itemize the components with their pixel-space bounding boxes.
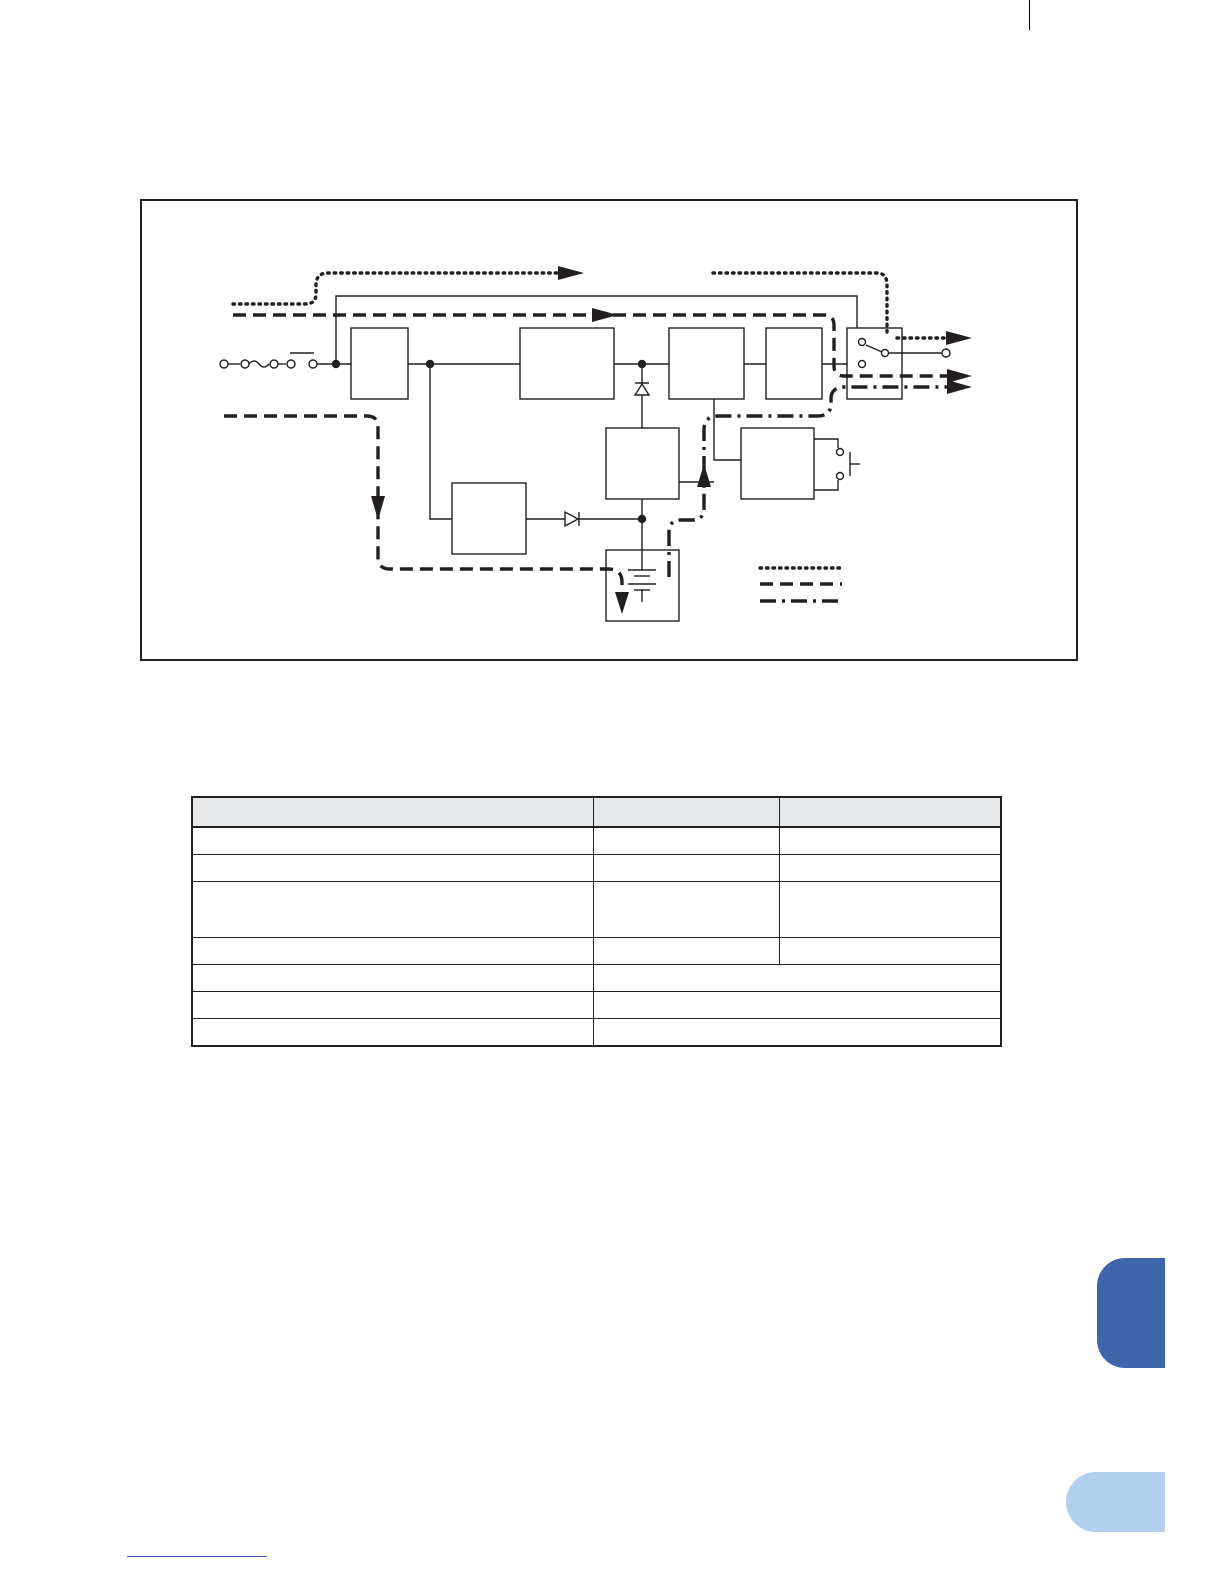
table-cell [192,938,594,965]
normal-output-arrow-head [947,369,972,383]
table-cell [780,827,1001,855]
table-row [192,827,1001,855]
table-cell [780,855,1001,882]
table-header-cell [192,797,594,827]
output-terminal [942,349,950,357]
output-filter-block [766,328,822,399]
table-header-cell [780,797,1001,827]
legend [760,568,842,601]
battery-up-arrow-head [697,464,711,487]
table-row [192,1019,1001,1047]
ups-block-diagram [140,199,1078,661]
input-terminal-3 [270,360,278,368]
table-cell [192,1019,594,1047]
footer-link[interactable] [127,1556,267,1557]
table-row [192,882,1001,938]
table-cell [780,938,1001,965]
input-filter-block [351,328,408,399]
charger-block [452,483,526,554]
table-cell [780,882,1001,938]
table-cell [192,992,594,1019]
table-header-cell [594,797,780,827]
table-cell [594,965,1002,992]
table-cell [594,1019,1002,1047]
dc-converter-block [606,428,679,499]
battery-output-arrow-head [947,380,972,394]
bypass-arrow-head [558,266,584,280]
fuse-symbol [249,361,269,367]
table-cell [594,827,780,855]
normal-arrow-head [592,308,618,322]
table-cell [192,855,594,882]
control-block [741,428,814,499]
table-cell [594,992,1002,1019]
input-terminal-1 [220,360,228,368]
ac-input-terminal-group [220,353,351,368]
battery-pack [606,550,679,621]
switch-terminal-1 [287,360,295,368]
inverter-block [669,328,744,399]
charger-diode [565,512,579,526]
chapter-tab[interactable] [1097,1258,1165,1368]
table-header-row [192,797,1001,827]
table-row [192,992,1001,1019]
bypass-output-arrow-head [946,331,972,345]
bus-diode [635,383,649,395]
page-top-rule [1029,0,1030,30]
charger-junction-dot [639,516,646,523]
switch-terminal-2 [309,360,317,368]
table-row [192,938,1001,965]
charge-down-arrow-head [371,496,385,520]
rectifier-block [520,328,614,399]
table-cell [192,965,594,992]
table-row [192,965,1001,992]
diagram-canvas [142,201,1076,659]
table-cell [594,882,780,938]
table-cell [192,882,594,938]
page-number-tab [1066,1472,1165,1532]
table-cell [192,827,594,855]
table-row [192,855,1001,882]
specification-table [191,796,1002,1047]
table-cell [594,938,780,965]
table-cell [594,855,780,882]
input-terminal-2 [241,360,249,368]
